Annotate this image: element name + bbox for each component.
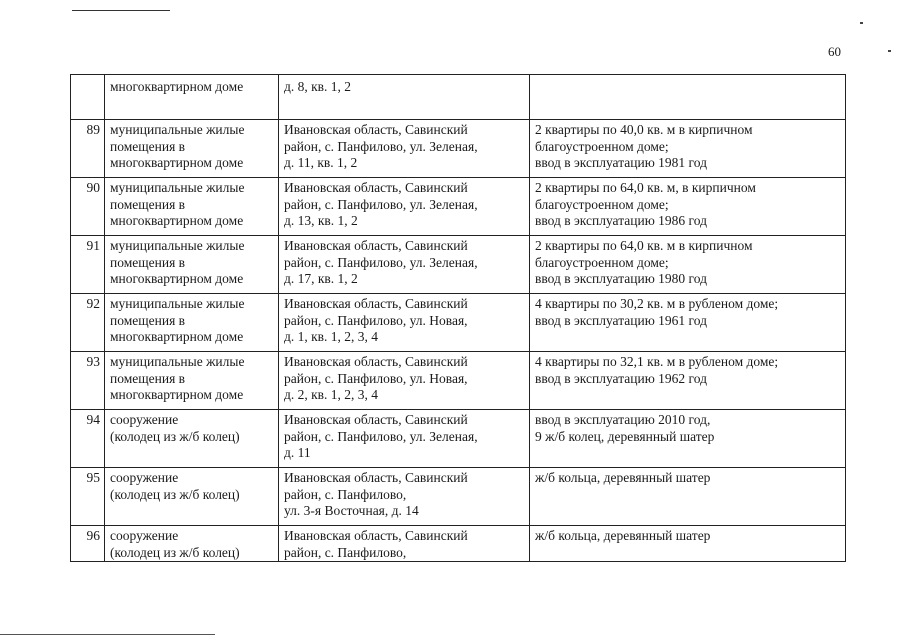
address-line: ул. 3-я Восточная, д. 14 bbox=[284, 503, 419, 518]
desc-line: ж/б кольца, деревянный шатер bbox=[535, 528, 711, 543]
name-line: муниципальные жилые bbox=[110, 238, 245, 253]
address-line: район, с. Панфилово, bbox=[284, 486, 407, 502]
scan-speck bbox=[888, 50, 891, 52]
scan-speck bbox=[860, 22, 863, 24]
address-line: район, с. Панфилово, ул. Зеленая, bbox=[284, 138, 478, 154]
cell-address bbox=[279, 236, 530, 294]
cell-address bbox=[279, 294, 530, 352]
cell-name bbox=[105, 120, 279, 178]
desc-line: ввод в эксплуатацию 1986 год bbox=[535, 213, 707, 228]
row-number: 91 bbox=[71, 236, 105, 294]
desc-line: ж/б кольца, деревянный шатер bbox=[535, 470, 711, 485]
cell-desc bbox=[530, 526, 846, 562]
address-line: Ивановская область, Савинский bbox=[284, 122, 468, 137]
table-row bbox=[71, 294, 846, 352]
name-line: муниципальные жилые bbox=[110, 180, 245, 195]
address-line: д. 17, кв. 1, 2 bbox=[284, 271, 358, 286]
name-line: помещения в bbox=[110, 254, 186, 270]
cell-name bbox=[105, 294, 279, 352]
name-line: сооружение bbox=[110, 470, 179, 485]
table-row bbox=[71, 178, 846, 236]
address-line: район, с. Панфилово, ул. Зеленая, bbox=[284, 254, 478, 270]
bottom-rule bbox=[0, 634, 215, 635]
name-line: помещения в bbox=[110, 138, 186, 154]
address-line: район, с. Панфилово, ул. Зеленая, bbox=[284, 428, 478, 444]
table-row bbox=[71, 352, 846, 410]
name-line: многоквартирном доме bbox=[110, 271, 244, 286]
name-line: помещения в bbox=[110, 312, 186, 328]
name-line: (колодец из ж/б колец) bbox=[110, 428, 240, 444]
desc-line: 2 квартиры по 40,0 кв. м в кирпичном bbox=[535, 122, 753, 137]
name-line: многоквартирном доме bbox=[110, 213, 244, 228]
cell-address bbox=[279, 526, 530, 562]
table-row bbox=[71, 120, 846, 178]
page-number: 60 bbox=[828, 44, 841, 59]
desc-line: благоустроенном доме; bbox=[535, 138, 669, 154]
desc-line: ввод в эксплуатацию 1980 год bbox=[535, 271, 707, 286]
cell-desc bbox=[530, 120, 846, 178]
desc-line: 2 квартиры по 64,0 кв. м, в кирпичном bbox=[535, 180, 756, 195]
desc-line: ввод в эксплуатацию 1962 год bbox=[535, 370, 707, 386]
cell-desc bbox=[530, 236, 846, 294]
address-line: Ивановская область, Савинский bbox=[284, 180, 468, 195]
row-number: 94 bbox=[71, 410, 105, 468]
row-number: 93 bbox=[71, 352, 105, 410]
name-line: помещения в bbox=[110, 370, 186, 386]
address-line: д. 2, кв. 1, 2, 3, 4 bbox=[284, 387, 379, 402]
name-line: (колодец из ж/б колец) bbox=[110, 544, 240, 560]
table-row bbox=[71, 236, 846, 294]
address-line: район, с. Панфилово, ул. Новая, bbox=[284, 312, 468, 328]
address-line: д. 11, кв. 1, 2 bbox=[284, 155, 358, 170]
property-table bbox=[70, 74, 846, 562]
cell-address bbox=[279, 75, 530, 120]
table-row bbox=[71, 75, 846, 120]
name-line: многоквартирном доме bbox=[110, 155, 244, 170]
address-line: д. 13, кв. 1, 2 bbox=[284, 213, 358, 228]
table-row bbox=[71, 526, 846, 562]
cell-name bbox=[105, 410, 279, 468]
address-line: Ивановская область, Савинский bbox=[284, 296, 468, 311]
table-row bbox=[71, 468, 846, 526]
desc-line: ввод в эксплуатацию 1981 год bbox=[535, 155, 707, 170]
desc-line: ввод в эксплуатацию 1961 год bbox=[535, 312, 707, 328]
row-number: 92 bbox=[71, 294, 105, 352]
cell-name bbox=[105, 468, 279, 526]
name-line: многоквартирном доме bbox=[110, 79, 244, 94]
name-line: помещения в bbox=[110, 196, 186, 212]
address-line: Ивановская область, Савинский bbox=[284, 238, 468, 253]
cell-address bbox=[279, 120, 530, 178]
top-rule bbox=[72, 10, 170, 11]
desc-line: 4 квартиры по 30,2 кв. м в рубленом доме; bbox=[535, 296, 779, 311]
name-line: многоквартирном доме bbox=[110, 329, 244, 344]
cell-address bbox=[279, 410, 530, 468]
cell-name bbox=[105, 236, 279, 294]
cell-name bbox=[105, 526, 279, 562]
cell-desc bbox=[530, 178, 846, 236]
desc-line: 4 квартиры по 32,1 кв. м в рубленом доме; bbox=[535, 354, 779, 369]
row-number: 90 bbox=[71, 178, 105, 236]
address-line: район, с. Панфилово, ул. Новая, bbox=[284, 370, 468, 386]
address-line: д. 1, кв. 1, 2, 3, 4 bbox=[284, 329, 379, 344]
address-line: Ивановская область, Савинский bbox=[284, 354, 468, 369]
row-number bbox=[71, 75, 105, 120]
address-line: д. 8, кв. 1, 2 bbox=[284, 79, 352, 94]
name-line: муниципальные жилые bbox=[110, 122, 245, 137]
name-line: муниципальные жилые bbox=[110, 354, 245, 369]
name-line: (колодец из ж/б колец) bbox=[110, 486, 240, 502]
desc-line: ввод в эксплуатацию 2010 год, bbox=[535, 412, 711, 427]
desc-line: благоустроенном доме; bbox=[535, 254, 669, 270]
cell-address bbox=[279, 352, 530, 410]
row-number: 95 bbox=[71, 468, 105, 526]
cell-desc bbox=[530, 468, 846, 526]
cell-desc bbox=[530, 294, 846, 352]
row-number: 96 bbox=[71, 526, 105, 562]
address-line: район, с. Панфилово, ул. Зеленая, bbox=[284, 196, 478, 212]
desc-line: 2 квартиры по 64,0 кв. м в кирпичном bbox=[535, 238, 753, 253]
name-line: многоквартирном доме bbox=[110, 387, 244, 402]
cell-name bbox=[105, 352, 279, 410]
cell-name bbox=[105, 75, 279, 120]
address-line: д. 11 bbox=[284, 445, 311, 460]
cell-name bbox=[105, 178, 279, 236]
desc-line: благоустроенном доме; bbox=[535, 196, 669, 212]
name-line: сооружение bbox=[110, 528, 179, 543]
cell-address bbox=[279, 178, 530, 236]
name-line: муниципальные жилые bbox=[110, 296, 245, 311]
table-row bbox=[71, 410, 846, 468]
address-line: Ивановская область, Савинский bbox=[284, 412, 468, 427]
address-line: район, с. Панфилово, bbox=[284, 544, 407, 560]
desc-line: 9 ж/б колец, деревянный шатер bbox=[535, 428, 715, 444]
cell-address bbox=[279, 468, 530, 526]
cell-desc bbox=[530, 75, 846, 120]
address-line: Ивановская область, Савинский bbox=[284, 528, 468, 543]
name-line: сооружение bbox=[110, 412, 179, 427]
cell-desc bbox=[530, 410, 846, 468]
cell-desc bbox=[530, 352, 846, 410]
address-line: Ивановская область, Савинский bbox=[284, 470, 468, 485]
row-number: 89 bbox=[71, 120, 105, 178]
